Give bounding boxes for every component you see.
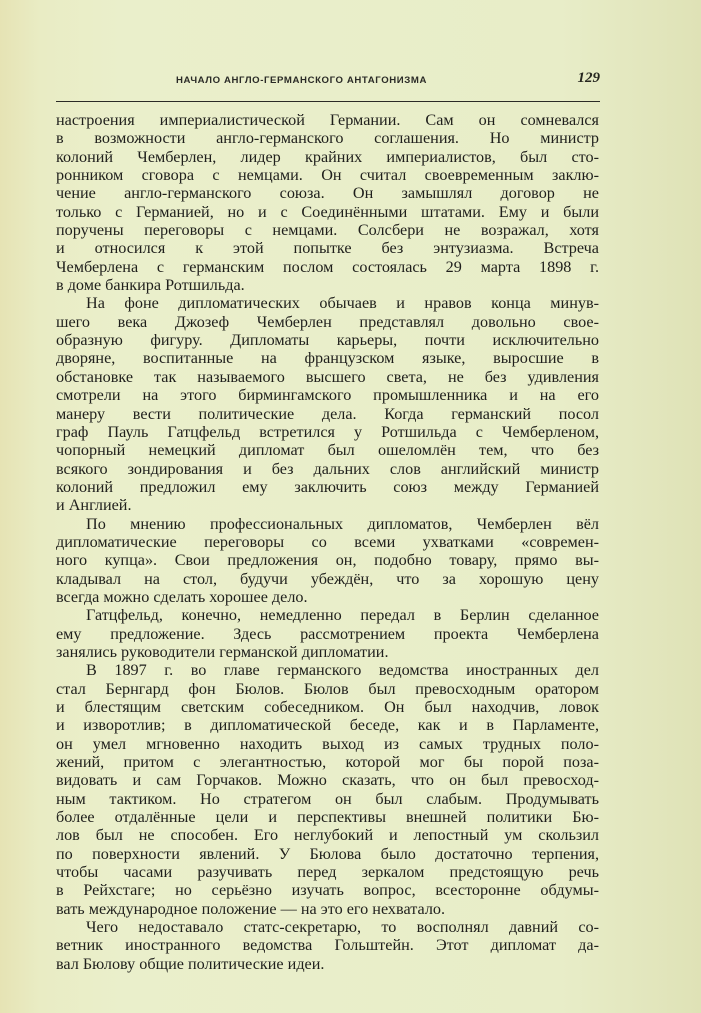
page-number: 129 — [577, 70, 600, 86]
text-line: чтобы часами разучивать перед зеркалом предстоящую речь — [56, 863, 599, 882]
body-text — [56, 111, 599, 973]
text-line: чопорный немецкий дипломат был ошеломлён тем, что без — [56, 441, 599, 460]
text-line: манеру вести политические дела. Когда германский посол — [56, 404, 599, 423]
paragraph-4 — [56, 606, 599, 661]
text-line: По мнению профессиональных дипломатов, Чемберлен вёл — [86, 514, 599, 533]
text-line: поручены переговоры с немцами. Солсбери не возражал, хотя — [56, 221, 599, 240]
text-line: в возможности англо-германского соглашения. Но министр — [56, 129, 599, 148]
text-line: Чемберлена с германским послом состоялась 29 марта 1898 г. — [56, 257, 599, 276]
text-line: На фоне дипломатических обычаев и нравов конца минув- — [86, 294, 599, 313]
text-line: граф Пауль Гатцфельд встретился у Ротшильда с Чемберленом, — [56, 422, 599, 441]
text-line: ронником сговора с немцами. Он считал своевременным заклю- — [56, 166, 599, 185]
text-line: и изворотлив; в дипломатической беседе, как и в Парламенте, — [56, 716, 599, 735]
text-line: вать международное положение — на это его нехватало. — [56, 899, 446, 918]
running-head — [56, 70, 600, 90]
paragraph-1 — [56, 111, 599, 294]
text-line: и блестящим светским собеседником. Он был находчив, ловок — [56, 698, 599, 716]
text-line: вал Бюлову общие политические идеи. — [56, 954, 325, 973]
text-line: Гатцфельд, конечно, немедленно передал в Берлин сделанное — [86, 606, 599, 625]
text-line: и относился к этой попытке без энтузиазма. Встреча — [56, 239, 599, 258]
text-line: стал Бернгард фон Бюлов. Бюлов был превосходным оратором — [56, 679, 599, 698]
text-line: жений, притом с элегантностью, которой мог бы порой поза- — [56, 753, 599, 772]
header-rule — [56, 101, 600, 102]
text-line: в Рейхстаге; но серьёзно изучать вопрос, всесторонне обдумы- — [56, 881, 599, 900]
text-line: образную фигуру. Дипломаты карьеры, почти исключительно — [56, 331, 599, 350]
text-line: всякого зондирования и без дальних слов английский министр — [56, 459, 599, 478]
text-line: настроения империалистической Германии. Сам он сомневался — [56, 111, 599, 129]
text-line: колоний Чемберлен, лидер крайних империалистов, был сто- — [56, 147, 599, 166]
text-line: Чего недоставало статс-секретарю, то восполнял давний со- — [86, 918, 599, 937]
text-line: смотрели на этого бирмингамского промышленника и на его — [56, 386, 599, 405]
paragraph-2 — [56, 294, 599, 514]
text-line: шего века Джозеф Чемберлен представлял довольно свое- — [56, 312, 599, 331]
text-line: ветник иностранного ведомства Гольштейн. Этот дипломат да- — [56, 936, 599, 955]
text-line: и Англией. — [56, 496, 132, 515]
text-line: в доме банкира Ротшильда. — [56, 276, 245, 295]
text-line: ему предложение. Здесь рассмотрением проекта Чемберлена — [56, 624, 599, 643]
text-line: ным тактиком. Но стратегом он был слабым. Продумывать — [56, 789, 599, 808]
text-line: дипломатические переговоры со всеми ухватками «современ- — [56, 532, 599, 551]
text-line: дворяне, воспитанные на французском языке, выросшие в — [56, 349, 599, 368]
text-line: занялись руководители германской дипломатии. — [56, 642, 389, 661]
text-line: чение англо-германского союза. Он замышлял договор не — [56, 184, 599, 203]
running-head-title: НАЧАЛО АНГЛО-ГЕРМАНСКОГО АНТАГОНИЗМА — [176, 75, 428, 86]
paragraph-5 — [56, 661, 599, 918]
text-line: видовать и сам Горчаков. Можно сказать, что он был превосход- — [56, 771, 599, 790]
text-line: обстановке так называемого высшего света, не без удивления — [56, 367, 599, 386]
text-line: В 1897 г. во главе германского ведомства иностранных дел — [86, 661, 599, 680]
paragraph-6 — [56, 918, 599, 973]
text-line: более отдалённые цели и перспективы внешней политики Бю- — [56, 808, 599, 827]
text-line: лов был не способен. Его неглубокий и лепостный ум скользил — [56, 826, 599, 845]
text-line: только с Германией, но и с Соединёнными штатами. Ему и были — [56, 202, 599, 221]
text-line: кладывал на стол, будучи убеждён, что за хорошую цену — [56, 569, 599, 588]
text-line: всегда можно сделать хорошее дело. — [56, 587, 308, 606]
text-line: ного купца». Свои предложения он, подобно товару, прямо вы- — [56, 551, 599, 570]
text-line: колоний предложил ему заключить союз между Германией — [56, 477, 599, 496]
text-line: он умел мгновенно находить выход из самых трудных поло- — [56, 734, 599, 753]
text-line: по поверхности явлений. У Бюлова было достаточно терпения, — [56, 844, 599, 863]
paragraph-3 — [56, 515, 599, 607]
